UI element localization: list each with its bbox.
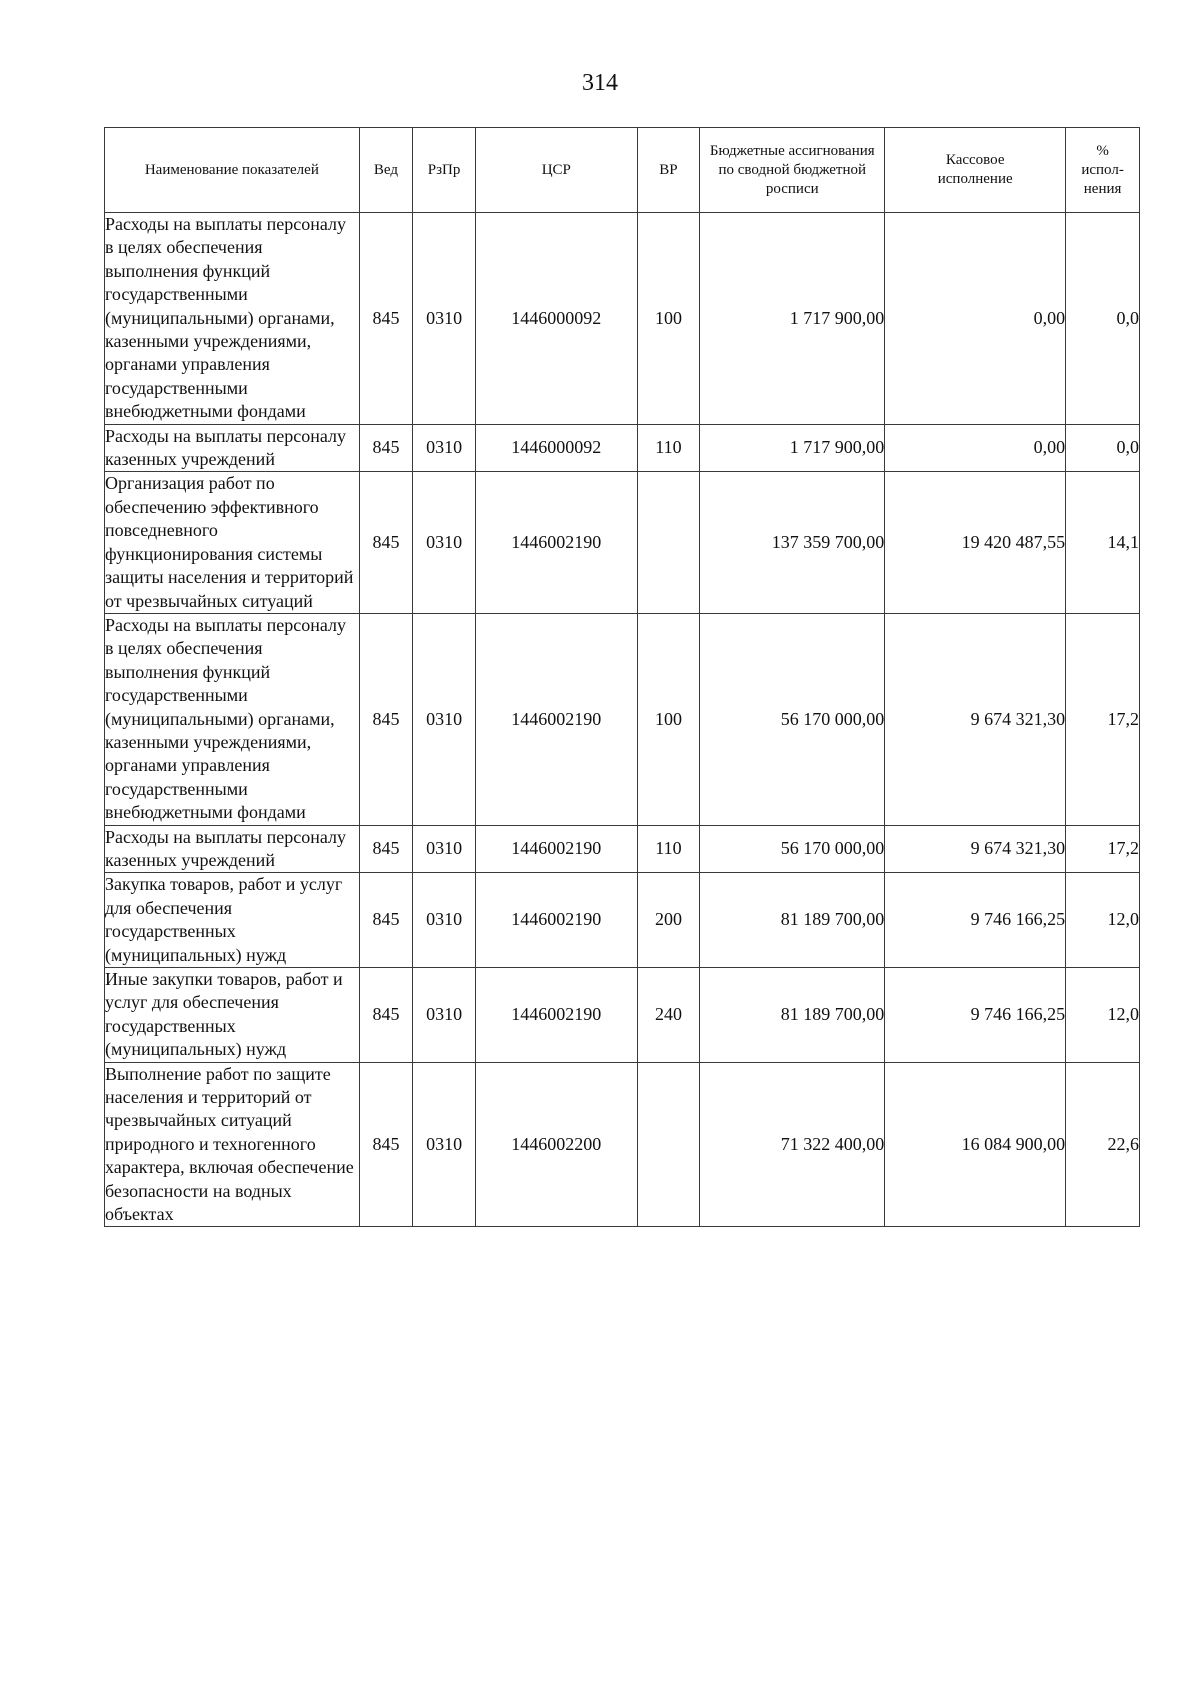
cell-rzpr: 0310 (413, 968, 476, 1063)
cell-name: Иные закупки товаров, работ и услуг для обеспечения государственных (муниципальных) нужд (105, 968, 360, 1063)
cell-name: Выполнение работ по защите населения и территорий от чрезвычайных ситуаций природного и техногенного характера, включая обеспечение безопасности на водных объектах (105, 1062, 360, 1227)
cell-csr: 1446002190 (475, 873, 637, 968)
cell-assigned: 81 189 700,00 (700, 873, 885, 968)
cell-rzpr: 0310 (413, 825, 476, 873)
cell-cash: 9 674 321,30 (885, 825, 1066, 873)
table-row (105, 825, 1140, 873)
header-name: Наименование показателей (105, 128, 360, 213)
table-row (105, 873, 1140, 968)
table-row (105, 424, 1140, 472)
cell-vr: 100 (637, 613, 700, 825)
header-ved: Вед (359, 128, 413, 213)
cell-cash: 16 084 900,00 (885, 1062, 1066, 1227)
cell-cash: 0,00 (885, 424, 1066, 472)
cell-vr: 200 (637, 873, 700, 968)
cell-assigned: 56 170 000,00 (700, 825, 885, 873)
cell-assigned: 71 322 400,00 (700, 1062, 885, 1227)
cell-cash: 0,00 (885, 213, 1066, 425)
cell-rzpr: 0310 (413, 873, 476, 968)
cell-ved: 845 (359, 873, 413, 968)
cell-ved: 845 (359, 424, 413, 472)
cell-assigned: 81 189 700,00 (700, 968, 885, 1063)
cell-vr (637, 1062, 700, 1227)
table-row (105, 968, 1140, 1063)
cell-percent: 12,0 (1066, 968, 1140, 1063)
cell-ved: 845 (359, 825, 413, 873)
table-row (105, 213, 1140, 425)
cell-csr: 1446002200 (475, 1062, 637, 1227)
header-csr: ЦСР (475, 128, 637, 213)
cell-cash: 9 674 321,30 (885, 613, 1066, 825)
cell-vr: 240 (637, 968, 700, 1063)
cell-cash: 9 746 166,25 (885, 873, 1066, 968)
cell-name: Расходы на выплаты персоналу в целях обеспечения выполнения функций государственными (муниципальными) органами, казенными учреждениями, органами управления государственными внебюджетными фондами (105, 613, 360, 825)
cell-name: Закупка товаров, работ и услуг для обеспечения государственных (муниципальных) нужд (105, 873, 360, 968)
header-assigned: Бюджетные ассигнования по сводной бюджетной росписи (700, 128, 885, 213)
cell-percent: 22,6 (1066, 1062, 1140, 1227)
header-vr: ВР (637, 128, 700, 213)
cell-vr: 110 (637, 825, 700, 873)
cell-percent: 14,1 (1066, 472, 1140, 613)
table-header-row (105, 128, 1140, 213)
cell-csr: 1446002190 (475, 613, 637, 825)
cell-percent: 12,0 (1066, 873, 1140, 968)
cell-ved: 845 (359, 1062, 413, 1227)
cell-percent: 17,2 (1066, 825, 1140, 873)
cell-name: Организация работ по обеспечению эффективного повседневного функционирования системы защиты населения и территорий от чрезвычайных ситуаций (105, 472, 360, 613)
header-percent: % испол-нения (1066, 128, 1140, 213)
cell-assigned: 137 359 700,00 (700, 472, 885, 613)
cell-rzpr: 0310 (413, 424, 476, 472)
cell-ved: 845 (359, 968, 413, 1063)
table-row (105, 472, 1140, 613)
cell-rzpr: 0310 (413, 472, 476, 613)
cell-percent: 17,2 (1066, 613, 1140, 825)
cell-rzpr: 0310 (413, 613, 476, 825)
cell-csr: 1446000092 (475, 213, 637, 425)
header-rzpr: РзПр (413, 128, 476, 213)
cell-csr: 1446002190 (475, 472, 637, 613)
cell-csr: 1446002190 (475, 968, 637, 1063)
cell-ved: 845 (359, 613, 413, 825)
header-cash: Кассовое исполнение (885, 128, 1066, 213)
cell-cash: 9 746 166,25 (885, 968, 1066, 1063)
cell-ved: 845 (359, 472, 413, 613)
cell-csr: 1446002190 (475, 825, 637, 873)
cell-assigned: 56 170 000,00 (700, 613, 885, 825)
cell-name: Расходы на выплаты персоналу казенных учреждений (105, 825, 360, 873)
budget-execution-table (104, 127, 1140, 1227)
cell-assigned: 1 717 900,00 (700, 424, 885, 472)
cell-cash: 19 420 487,55 (885, 472, 1066, 613)
cell-vr: 100 (637, 213, 700, 425)
table-row (105, 1062, 1140, 1227)
cell-assigned: 1 717 900,00 (700, 213, 885, 425)
table-row (105, 613, 1140, 825)
cell-vr (637, 472, 700, 613)
cell-name: Расходы на выплаты персоналу в целях обеспечения выполнения функций государственными (муниципальными) органами, казенными учреждениями, органами управления государственными внебюджетными фондами (105, 213, 360, 425)
cell-percent: 0,0 (1066, 424, 1140, 472)
cell-name: Расходы на выплаты персоналу казенных учреждений (105, 424, 360, 472)
cell-ved: 845 (359, 213, 413, 425)
cell-percent: 0,0 (1066, 213, 1140, 425)
page-number: 314 (582, 70, 618, 96)
cell-rzpr: 0310 (413, 1062, 476, 1227)
cell-rzpr: 0310 (413, 213, 476, 425)
cell-csr: 1446000092 (475, 424, 637, 472)
cell-vr: 110 (637, 424, 700, 472)
